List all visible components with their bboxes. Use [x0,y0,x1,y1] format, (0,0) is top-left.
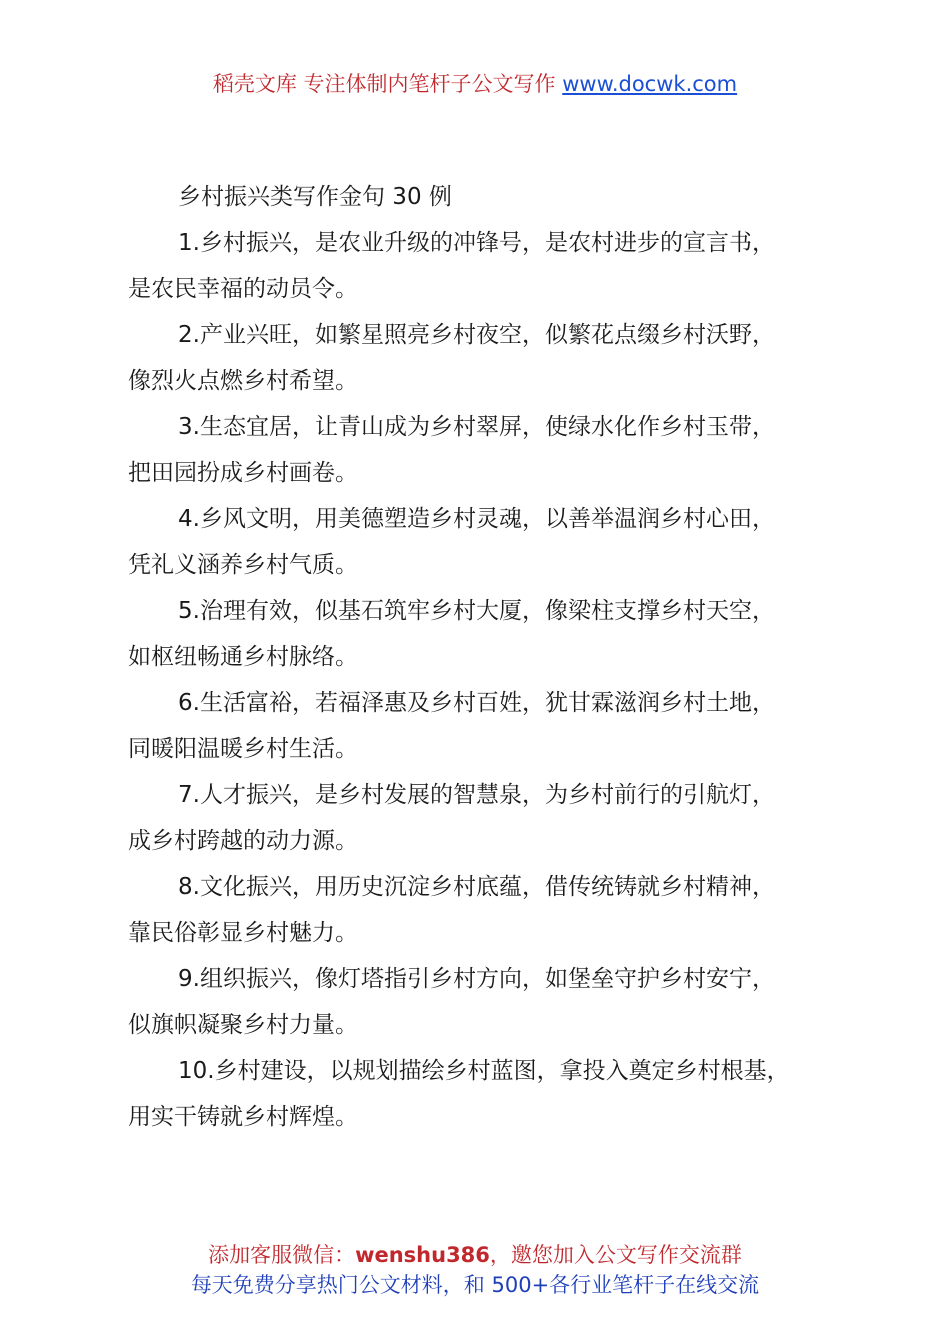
list-item [128,680,858,772]
item-line-2: 像烈火点燃乡村希望。 [128,368,358,394]
list-item [128,496,858,588]
item-line-1: 7.人才振兴，是乡村发展的智慧泉，为乡村前行的引航灯， [178,782,775,808]
item-line-1: 10.乡村建设，以规划描绘乡村蓝图，拿投入奠定乡村根基， [178,1058,790,1084]
footer-share-line: 每天免费分享热门公文材料，和 500+各行业笔杆子在线交流 [190,1273,760,1297]
item-line-2: 用实干铸就乡村辉煌。 [128,1104,358,1130]
header-url-link[interactable]: www.docwk.com [562,72,738,96]
footer-wechat-suffix: ，邀您加入公文写作交流群 [489,1243,742,1267]
page-header [0,68,950,98]
item-line-1: 5.治理有效，似基石筑牢乡村大厦，像梁柱支撑乡村天空， [178,598,775,624]
document-title: 乡村振兴类写作金句 30 例 [178,184,452,210]
footer-wechat-prefix: 添加客服微信： [208,1243,356,1267]
list-item [128,864,858,956]
list-item [128,404,858,496]
item-line-2: 似旗帜凝聚乡村力量。 [128,1012,358,1038]
page-footer [0,1240,950,1300]
list-item [128,588,858,680]
item-line-2: 如枢纽畅通乡村脉络。 [128,644,358,670]
item-line-2: 靠民俗彰显乡村魅力。 [128,920,358,946]
item-line-2: 同暖阳温暖乡村生活。 [128,736,358,762]
item-line-1: 3.生态宜居，让青山成为乡村翠屏，使绿水化作乡村玉带， [178,414,775,440]
item-line-1: 1.乡村振兴，是农业升级的冲锋号，是农村进步的宣言书， [178,230,775,256]
footer-wechat-line [0,1240,950,1270]
list-item [128,956,858,1048]
list-item [128,1048,858,1140]
list-item [128,312,858,404]
item-line-1: 2.产业兴旺，如繁星照亮乡村夜空，似繁花点缀乡村沃野， [178,322,775,348]
item-line-1: 8.文化振兴，用历史沉淀乡村底蕴，借传统铸就乡村精神， [178,874,775,900]
header-brand-text: 稻壳文库 专注体制内笔杆子公文写作 [212,72,563,96]
footer-wechat-id: wenshu386 [355,1243,490,1267]
item-line-2: 成乡村跨越的动力源。 [128,828,358,854]
list-item [128,772,858,864]
list-item [128,220,858,312]
item-line-1: 4.乡风文明，用美德塑造乡村灵魂，以善举温润乡村心田， [178,506,775,532]
item-line-2: 把田园扮成乡村画卷。 [128,460,358,486]
document-body [128,174,858,1140]
item-line-2: 是农民幸福的动员令。 [128,276,358,302]
item-line-1: 9.组织振兴，像灯塔指引乡村方向，如堡垒守护乡村安宁， [178,966,775,992]
item-line-1: 6.生活富裕，若福泽惠及乡村百姓，犹甘霖滋润乡村土地， [178,690,775,716]
item-line-2: 凭礼义涵养乡村气质。 [128,552,358,578]
